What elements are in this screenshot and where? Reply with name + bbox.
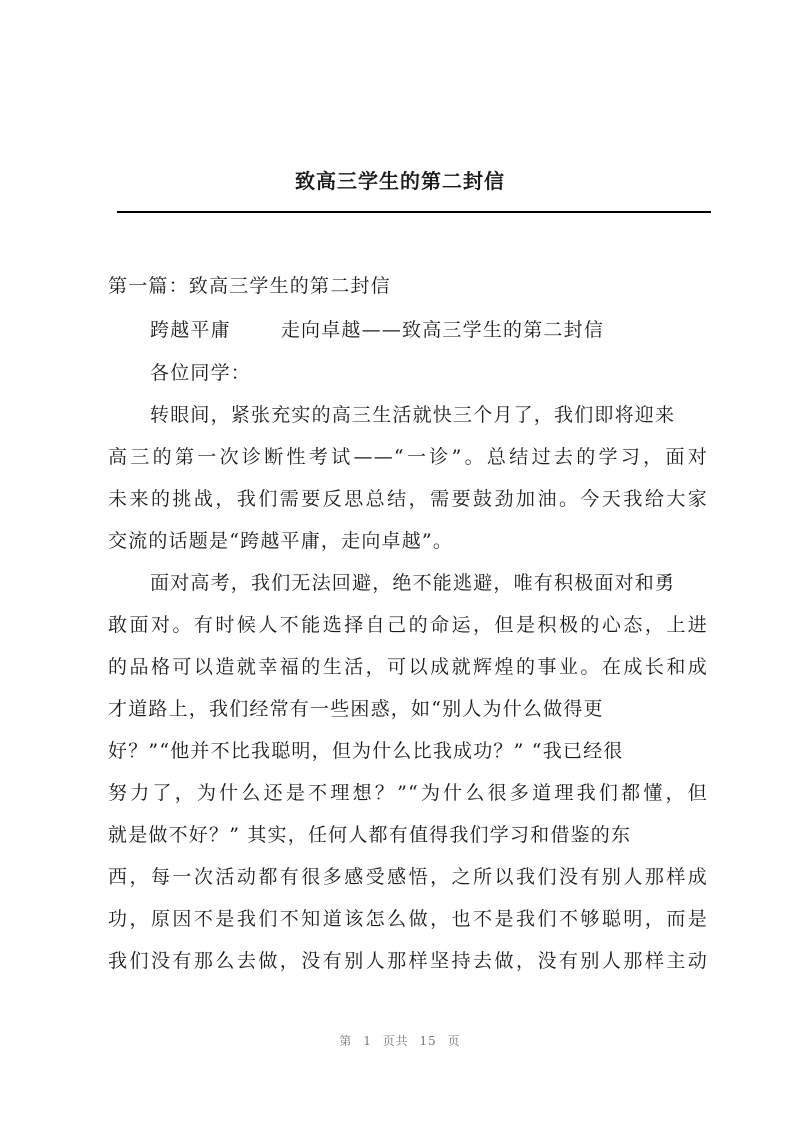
paragraph-line: 就是做不好？” 其实，任何人都有值得我们学习和借鉴的东 (108, 824, 632, 846)
salutation: 各位同学： (150, 362, 252, 384)
paragraph-line: 努力了，为什么还是不理想？”“为什么很多道理我们都懂，但 (108, 782, 708, 804)
subtitle-part-1: 跨越平庸 (150, 319, 231, 341)
paragraph-line: 好？”“他并不比我聪明，但为什么比我成功？” “我已经很 (108, 740, 624, 762)
paragraph-line: 未来的挑战，我们需要反思总结，需要鼓劲加油。今天我给大家 (108, 488, 708, 510)
paragraph-line: 交流的话题是“跨越平庸，走向卓越”。 (108, 530, 454, 552)
paragraph-line: 才道路上，我们经常有一些困惑，如“别人为什么做得更 (108, 698, 604, 720)
subtitle-line (150, 318, 750, 342)
page-number-footer: 第 1 页共 15 页 (339, 1034, 461, 1048)
title-underline (117, 211, 711, 213)
paragraph-line: 我们没有那么去做，没有别人那样坚持去做，没有别人那样主动 (108, 950, 708, 972)
paragraph-line: 敢面对。有时候人不能选择自己的命运，但是积极的心态，上进 (108, 614, 708, 636)
paragraph-line: 转眼间，紧张充实的高三生活就快三个月了，我们即将迎来 (150, 404, 676, 426)
document-title: 致高三学生的第二封信 (295, 169, 505, 193)
subtitle-part-2: 走向卓越——致高三学生的第二封信 (280, 319, 605, 341)
paragraph-line: 高三的第一次诊断性考试——“一诊”。总结过去的学习，面对 (108, 446, 708, 468)
section-heading: 第一篇：致高三学生的第二封信 (108, 275, 391, 297)
paragraph-line: 面对高考，我们无法回避，绝不能逃避，唯有积极面对和勇 (150, 572, 676, 594)
paragraph-line: 功，原因不是我们不知道该怎么做，也不是我们不够聪明，而是 (108, 908, 708, 930)
paragraph-line: 西，每一次活动都有很多感受感悟，之所以我们没有别人那样成 (108, 866, 708, 888)
paragraph-line: 的品格可以造就幸福的生活，可以成就辉煌的事业。在成长和成 (108, 656, 708, 678)
